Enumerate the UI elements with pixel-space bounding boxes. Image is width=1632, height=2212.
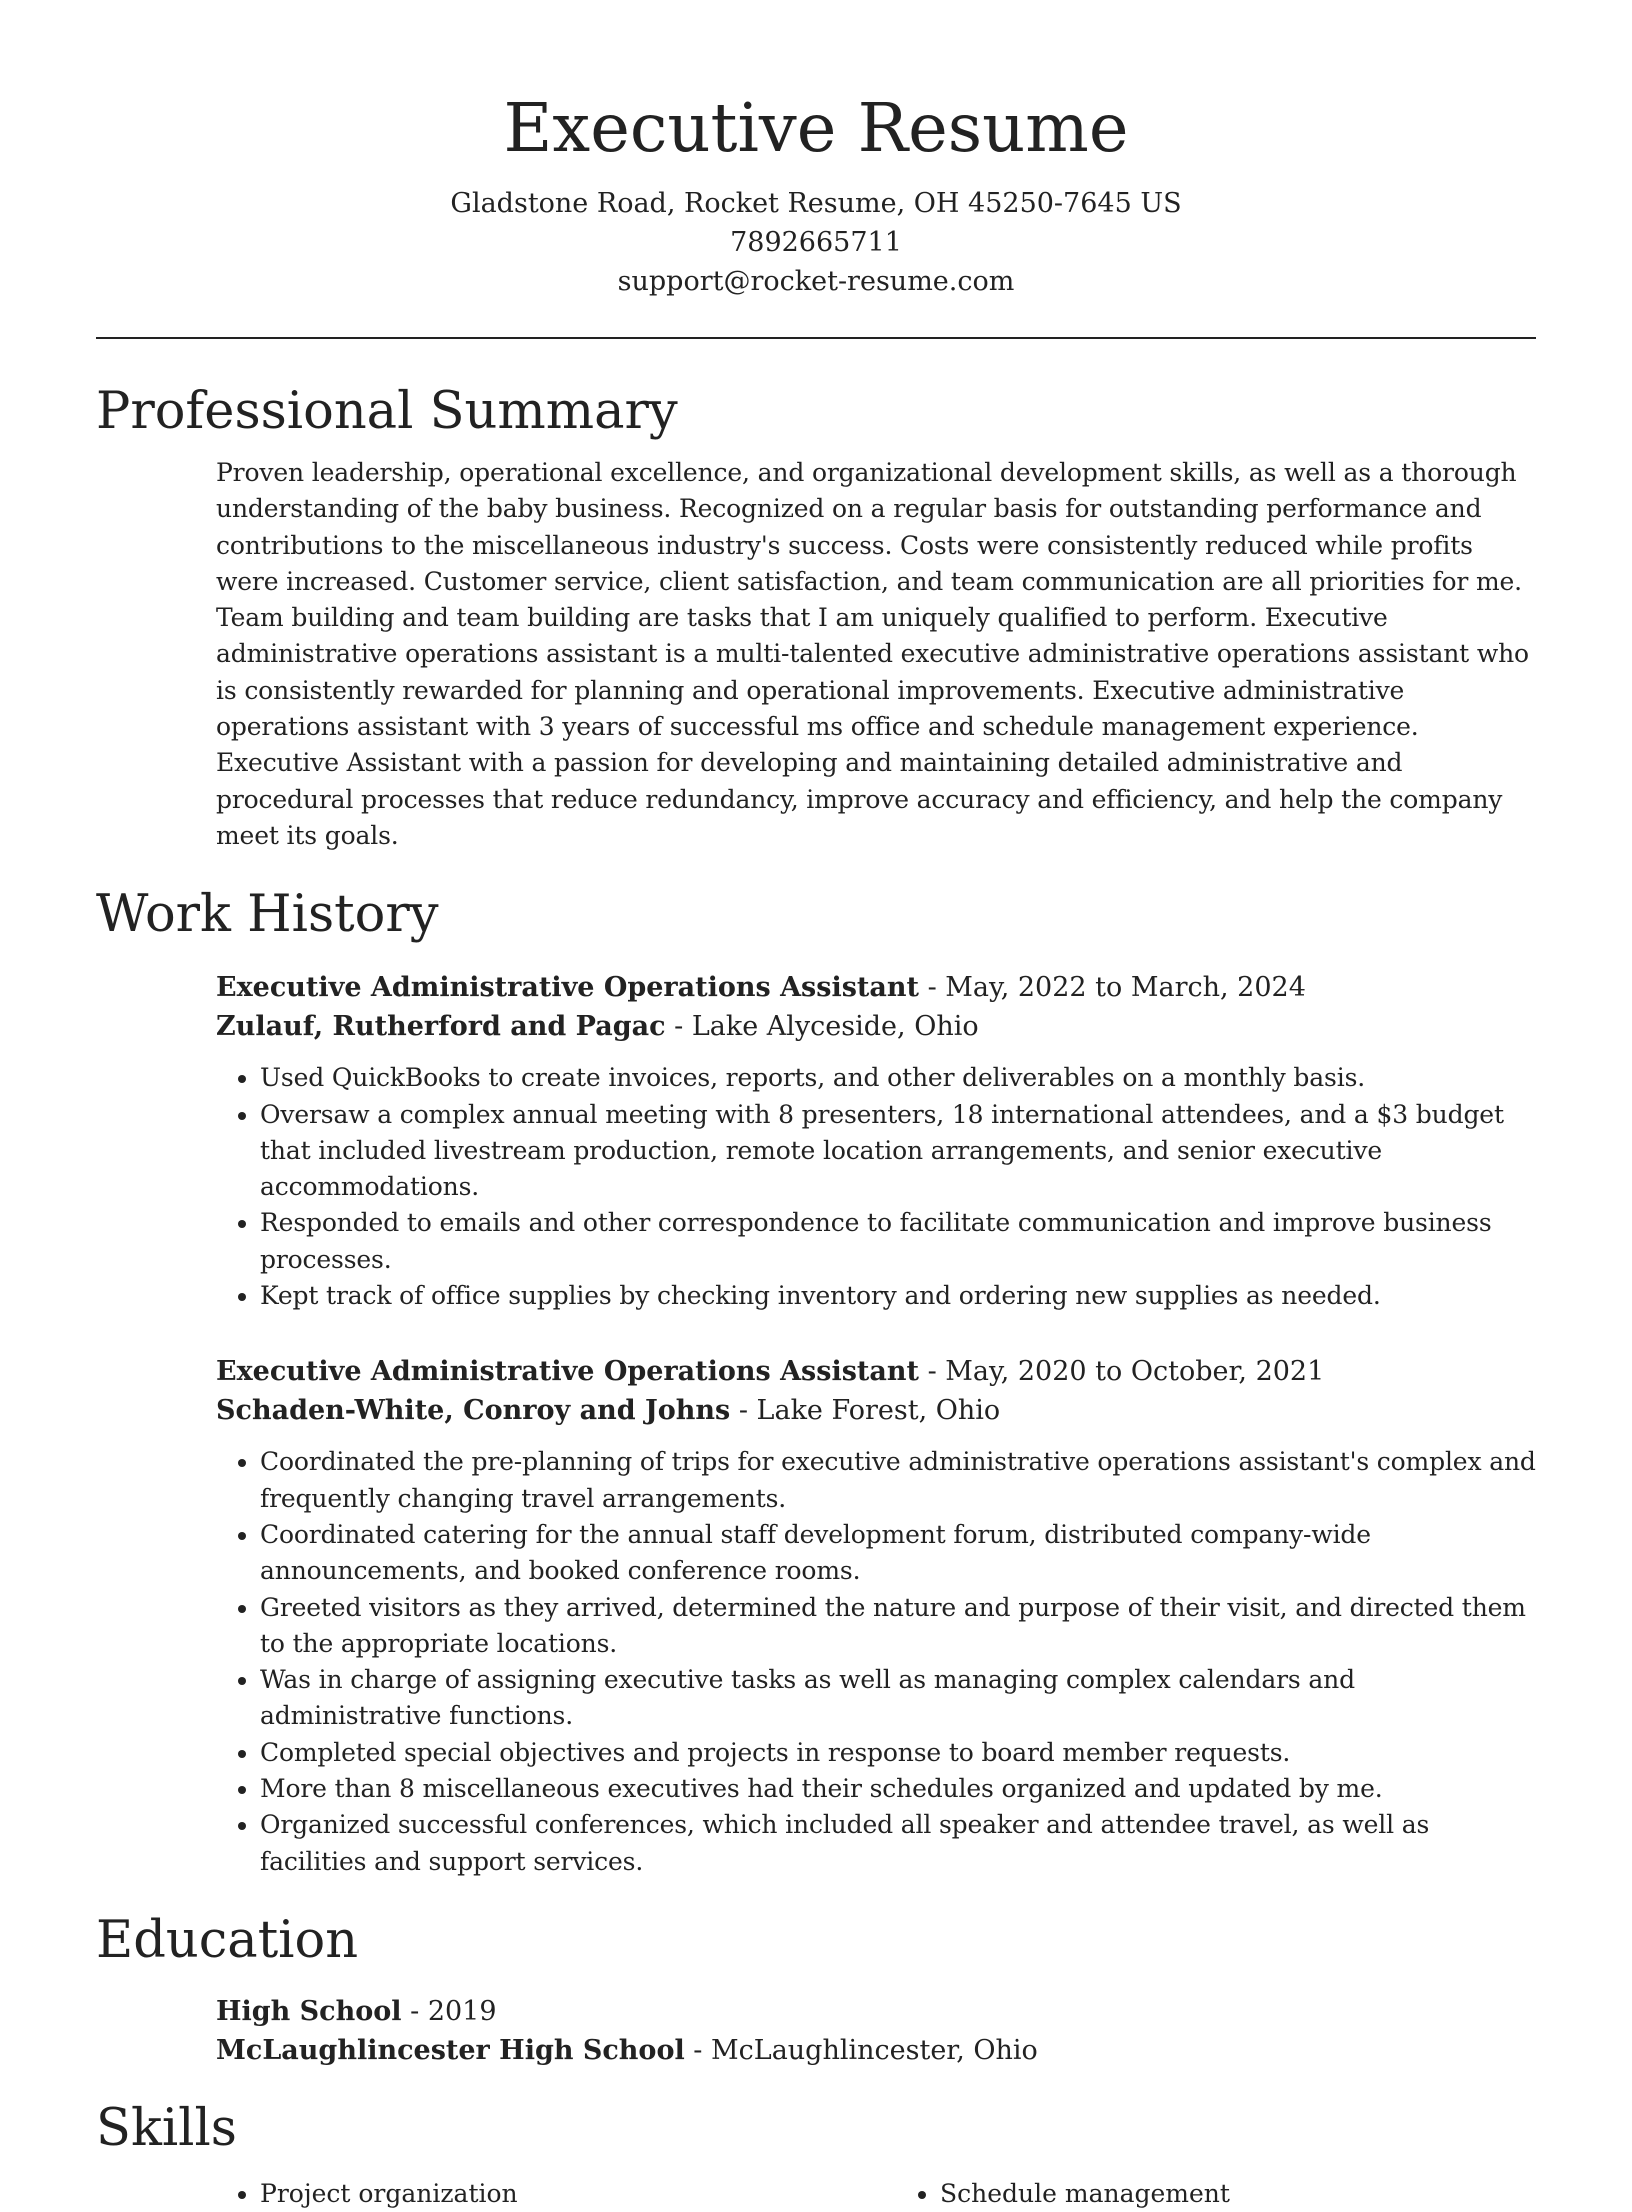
education-degree-line xyxy=(216,1992,1536,2031)
list-item: • Was in charge of assigning executive tasks as well as managing complex calendars and administrative functions. xyxy=(260,1662,1536,1735)
list-item: • Organized successful conferences, which included all speaker and attendee travel, as well as facilities and support services. xyxy=(260,1807,1536,1880)
job-bullets xyxy=(216,1060,1536,1314)
job-title-line xyxy=(216,1352,1536,1391)
list-item: • Coordinated the pre-planning of trips for executive administrative operations assistant's complex and frequently changing travel arrangements. xyxy=(260,1444,1536,1517)
skill-item: • Project organization xyxy=(260,2176,856,2212)
list-item: • Kept track of office supplies by checking inventory and ordering new supplies as needed. xyxy=(260,1278,1536,1314)
job-title-line xyxy=(216,968,1536,1007)
job-entry xyxy=(216,1352,1536,1880)
education-school: McLaughlincester High School xyxy=(216,2034,685,2066)
job-role: Executive Administrative Operations Assistant xyxy=(216,972,919,1004)
education-school-line xyxy=(216,2031,1536,2070)
job-company: Zulauf, Rutherford and Pagac xyxy=(216,1011,666,1043)
job-entry xyxy=(216,968,1536,1314)
skills-section xyxy=(96,2096,1536,2212)
list-item: • Responded to emails and other correspondence to facilitate communication and improve business processes. xyxy=(260,1205,1536,1278)
work-history-section xyxy=(96,882,1536,1880)
job-dates: - May, 2020 to October, 2021 xyxy=(919,1356,1325,1388)
skills-grid xyxy=(216,2176,1536,2212)
list-item: • More than 8 miscellaneous executives had their schedules organized and updated by me. xyxy=(260,1771,1536,1807)
skills-column-left xyxy=(216,2176,856,2212)
resume-name: Executive Resume xyxy=(503,89,1129,167)
job-role: Executive Administrative Operations Assistant xyxy=(216,1356,919,1388)
skills-column-right xyxy=(896,2176,1536,2212)
skill-item: • Schedule management xyxy=(940,2176,1536,2212)
section-title-skills: Skills xyxy=(96,2098,237,2158)
job-location: - Lake Forest, Ohio xyxy=(730,1395,1001,1427)
contact-info xyxy=(96,184,1536,301)
professional-summary-section xyxy=(96,379,1536,854)
contact-address: Gladstone Road, Rocket Resume, OH 45250-7645 US xyxy=(450,188,1182,219)
section-title-summary: Professional Summary xyxy=(96,382,678,441)
resume-header xyxy=(96,0,1536,301)
list-item: • Used QuickBooks to create invoices, reports, and other deliverables on a monthly basis. xyxy=(260,1060,1536,1096)
education-degree: High School xyxy=(216,1995,402,2027)
list-item: • Greeted visitors as they arrived, determined the nature and purpose of their visit, and directed them to the appropriate locations. xyxy=(260,1590,1536,1663)
job-location: - Lake Alyceside, Ohio xyxy=(665,1011,979,1043)
section-title-education: Education xyxy=(96,1910,359,1970)
education-year: - 2019 xyxy=(401,1995,497,2027)
section-title-work: Work History xyxy=(96,885,439,945)
list-item: • Completed special objectives and projects in response to board member requests. xyxy=(260,1735,1536,1771)
education-section xyxy=(96,1908,1536,2070)
header-divider xyxy=(96,337,1536,339)
job-company-line xyxy=(216,1007,1536,1046)
job-company-line xyxy=(216,1391,1536,1430)
education-location: - McLaughlincester, Ohio xyxy=(684,2034,1038,2066)
list-item: • Coordinated catering for the annual staff development forum, distributed company-wide announcements, and booked conference rooms. xyxy=(260,1517,1536,1590)
contact-email: support@rocket-resume.com xyxy=(617,266,1015,297)
job-dates: - May, 2022 to March, 2024 xyxy=(919,972,1306,1004)
job-bullets xyxy=(216,1444,1536,1880)
summary-text: Proven leadership, operational excellence, and organizational development skills, as well as a thorough understanding of the baby business. Recognized on a regular basis for outstanding performance and contributions to the miscellaneous industry's success. Costs were consistently reduced while profits were increased. Customer service, client satisfaction, and team communication are all priorities for me. Team building and team building are tasks that I am uniquely qualified to perform. Executive administrative operations assistant is a multi-talented executive administrative operations assistant who is consistently rewarded for planning and operational improvements. Executive administrative operations assistant with 3 years of successful ms office and schedule management experience. Executive Assistant with a passion for developing and maintaining detailed administrative and procedural processes that reduce redundancy, improve accuracy and efficiency, and help the company meet its goals. xyxy=(216,458,1529,850)
job-company: Schaden-White, Conroy and Johns xyxy=(216,1395,731,1427)
contact-phone: 7892665711 xyxy=(730,227,902,258)
list-item: • Oversaw a complex annual meeting with 8 presenters, 18 international attendees, and a $3 budget that included livestream production, remote location arrangements, and senior executive accommodations. xyxy=(260,1097,1536,1206)
